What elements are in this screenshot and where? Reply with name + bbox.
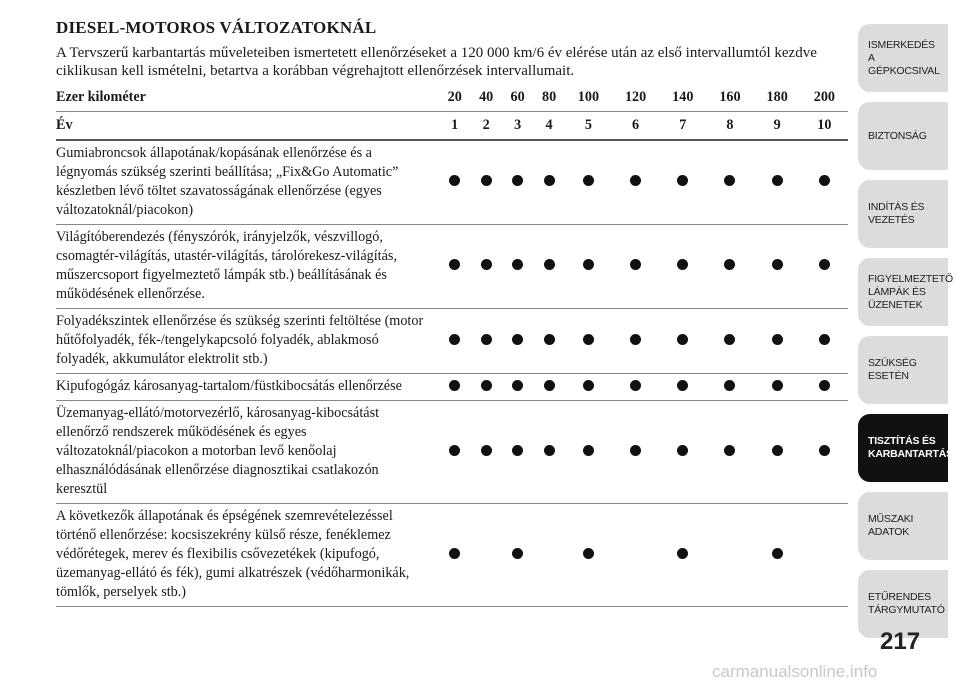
check-dot-icon	[819, 334, 830, 345]
check-dot-icon	[512, 334, 523, 345]
table-row	[56, 374, 848, 401]
check-dot-icon	[544, 259, 555, 270]
km-header-cell: 200	[813, 89, 836, 105]
year-cell: 7	[679, 117, 687, 133]
interval-cell	[502, 401, 533, 504]
check-dot-icon	[449, 259, 460, 270]
chapter-tab[interactable]: SZÜKSÉG ESETÉN	[858, 336, 948, 404]
check-dot-icon	[583, 548, 594, 559]
maintenance-item-label: A következők állapotának és épségének szemrevételezéssel történő ellenőrzése: kocsiszekrény külső része, fenéklemez védőrétegek, merev és flexibilis csővezetékek (kipufogó, üzemanyag-ellátó és fék), gumi alkatrészek (védőharmonikák, tömlők, perselyek stb.)	[56, 508, 410, 600]
maintenance-table	[56, 84, 848, 607]
km-header-cell: 100	[577, 89, 600, 105]
check-dot-icon	[772, 380, 783, 391]
check-dot-icon	[772, 334, 783, 345]
interval-cell	[533, 140, 564, 225]
interval-cell	[706, 401, 753, 504]
interval-cell	[439, 309, 470, 374]
km-header-row	[56, 84, 848, 112]
check-dot-icon	[512, 548, 523, 559]
interval-cell	[754, 140, 801, 225]
interval-cell	[533, 401, 564, 504]
maintenance-item-label: Üzemanyag-ellátó/motorvezérlő, károsanyag-kibocsátást ellenőrző rendszerek működésének és egyes változatoknál/piacokon a motorban levő kenőolaj elhasználódásának ellenőrzése diagnosztikai csatlakozón keresztül	[56, 405, 380, 497]
check-dot-icon	[449, 334, 460, 345]
km-header-cell: 180	[766, 89, 788, 105]
interval-cell	[659, 225, 706, 309]
interval-cell	[754, 504, 801, 607]
check-dot-icon	[819, 259, 830, 270]
check-dot-icon	[819, 380, 830, 391]
interval-cell	[565, 401, 612, 504]
interval-cell	[706, 309, 753, 374]
interval-cell	[533, 374, 564, 401]
maintenance-item-label: Világítóberendezés (fényszórók, irányjelzők, vészvillogó, csomagtér-világítás, utastér-világítás, tárolórekesz-világítás, műszercsoport figyelmeztető lámpák stb.) beállításának és működésének ellenőrzése.	[56, 229, 397, 302]
km-header-cell: 140	[672, 89, 694, 105]
check-dot-icon	[630, 259, 641, 270]
check-dot-icon	[630, 380, 641, 391]
interval-cell	[565, 140, 612, 225]
km-header-cell: 160	[719, 89, 741, 105]
check-dot-icon	[772, 445, 783, 456]
chapter-tab[interactable]: TISZTÍTÁS ÉS KARBANTARTÁS	[858, 414, 948, 482]
check-dot-icon	[481, 259, 492, 270]
interval-cell	[439, 504, 470, 607]
km-header-cell: 60	[510, 89, 525, 105]
interval-cell	[754, 309, 801, 374]
check-dot-icon	[772, 548, 783, 559]
check-dot-icon	[819, 445, 830, 456]
maintenance-item-label: Kipufogógáz károsanyag-tartalom/füstkibocsátás ellenőrzése	[56, 378, 402, 394]
check-dot-icon	[724, 175, 735, 186]
check-dot-icon	[512, 259, 523, 270]
chapter-tab[interactable]: ETŰRENDES TÁRGYMUTATÓ	[858, 570, 948, 638]
km-header-cell: 20	[447, 89, 462, 105]
interval-cell	[533, 504, 564, 607]
chapter-tabs	[858, 0, 960, 686]
check-dot-icon	[544, 380, 555, 391]
interval-cell	[706, 140, 753, 225]
interval-cell	[754, 225, 801, 309]
interval-cell	[565, 225, 612, 309]
check-dot-icon	[512, 380, 523, 391]
chapter-tab[interactable]: BIZTONSÁG	[858, 102, 948, 170]
interval-cell	[439, 374, 470, 401]
interval-cell	[502, 374, 533, 401]
maintenance-item-label: Folyadékszintek ellenőrzése és szükség szerinti feltöltése (motor hűtőfolyadék, fék-/tengelykapcsoló folyadék, ablakmosó folyadék, akkumulátor elektrolit stb.)	[56, 313, 424, 367]
check-dot-icon	[481, 445, 492, 456]
check-dot-icon	[481, 175, 492, 186]
year-cell: 6	[632, 117, 640, 133]
check-dot-icon	[772, 259, 783, 270]
interval-cell	[612, 140, 659, 225]
interval-cell	[502, 140, 533, 225]
interval-cell	[439, 401, 470, 504]
interval-cell	[565, 309, 612, 374]
interval-cell	[470, 374, 501, 401]
interval-cell	[533, 225, 564, 309]
interval-cell	[659, 504, 706, 607]
check-dot-icon	[630, 334, 641, 345]
year-cell: 5	[584, 117, 592, 133]
check-dot-icon	[677, 548, 688, 559]
chapter-tab[interactable]: ISMERKEDÉS A GÉPKOCSIVAL	[858, 24, 948, 92]
maintenance-item-label: Gumiabroncsok állapotának/kopásának ellenőrzése és a légnyomás szükség szerinti beállítása; „Fix&Go Automatic” készletben lévő töltet szavatosságának ellenőrzése (egyes változatoknál/piacokon)	[56, 145, 399, 218]
interval-cell	[533, 309, 564, 374]
interval-cell	[612, 401, 659, 504]
interval-cell	[612, 374, 659, 401]
interval-cell	[470, 401, 501, 504]
check-dot-icon	[481, 380, 492, 391]
interval-cell	[439, 140, 470, 225]
interval-cell	[612, 504, 659, 607]
interval-cell	[659, 309, 706, 374]
interval-cell	[706, 374, 753, 401]
year-cell: 4	[545, 117, 553, 133]
check-dot-icon	[583, 380, 594, 391]
interval-cell	[502, 504, 533, 607]
interval-cell	[439, 225, 470, 309]
check-dot-icon	[677, 380, 688, 391]
km-header-cell: 120	[624, 89, 647, 105]
check-dot-icon	[677, 175, 688, 186]
year-cell: 3	[514, 117, 522, 133]
check-dot-icon	[677, 445, 688, 456]
interval-cell	[706, 225, 753, 309]
interval-cell	[801, 374, 848, 401]
km-header-label: Ezer kilométer	[56, 89, 146, 105]
check-dot-icon	[724, 445, 735, 456]
interval-cell	[659, 401, 706, 504]
chapter-tab[interactable]: FIGYELMEZTETŐ LÁMPÁK ÉS ÜZENETEK	[858, 258, 948, 326]
interval-cell	[706, 504, 753, 607]
check-dot-icon	[449, 175, 460, 186]
check-dot-icon	[583, 445, 594, 456]
check-dot-icon	[449, 380, 460, 391]
check-dot-icon	[819, 175, 830, 186]
check-dot-icon	[583, 259, 594, 270]
check-dot-icon	[512, 445, 523, 456]
km-header-cell: 40	[479, 89, 494, 105]
check-dot-icon	[724, 334, 735, 345]
interval-cell	[659, 140, 706, 225]
chapter-tab[interactable]: MŰSZAKI ADATOK	[858, 492, 948, 560]
check-dot-icon	[512, 175, 523, 186]
interval-cell	[659, 374, 706, 401]
interval-cell	[754, 401, 801, 504]
check-dot-icon	[449, 445, 460, 456]
interval-cell	[801, 309, 848, 374]
check-dot-icon	[583, 334, 594, 345]
interval-cell	[612, 225, 659, 309]
table-row	[56, 225, 848, 309]
interval-cell	[801, 225, 848, 309]
table-row	[56, 309, 848, 374]
table-row	[56, 504, 848, 607]
content	[56, 18, 848, 607]
interval-cell	[565, 374, 612, 401]
check-dot-icon	[677, 334, 688, 345]
intro-paragraph: A Tervszerű karbantartás műveleteiben ismertetett ellenőrzéseket a 120 000 km/6 év elérése után az első intervallumtól kezdve ciklikusan kell ismételni, betartva a korábban végrehajtott ellenőrzések intervallumait.	[56, 45, 817, 79]
interval-cell	[470, 309, 501, 374]
interval-cell	[502, 225, 533, 309]
year-cell: 10	[817, 117, 832, 133]
check-dot-icon	[449, 548, 460, 559]
year-cell: 1	[451, 117, 459, 133]
check-dot-icon	[630, 175, 641, 186]
check-dot-icon	[772, 175, 783, 186]
interval-cell	[612, 309, 659, 374]
interval-cell	[470, 504, 501, 607]
interval-cell	[502, 309, 533, 374]
interval-cell	[565, 504, 612, 607]
check-dot-icon	[630, 445, 641, 456]
year-cell: 9	[773, 117, 781, 133]
check-dot-icon	[583, 175, 594, 186]
interval-cell	[801, 140, 848, 225]
interval-cell	[470, 225, 501, 309]
year-label: Év	[56, 117, 73, 133]
km-header-cell: 80	[541, 89, 557, 105]
chapter-tab[interactable]: INDÍTÁS ÉS VEZETÉS	[858, 180, 948, 248]
page-number: 217	[880, 628, 921, 655]
section-title: DIESEL-MOTOROS VÁLTOZATOKNÁL	[56, 18, 377, 37]
interval-cell	[801, 504, 848, 607]
year-cell: 8	[726, 117, 734, 133]
year-row	[56, 112, 848, 141]
check-dot-icon	[544, 334, 555, 345]
check-dot-icon	[677, 259, 688, 270]
year-cell: 2	[482, 117, 490, 133]
table-row	[56, 401, 848, 504]
check-dot-icon	[544, 175, 555, 186]
interval-cell	[801, 401, 848, 504]
interval-cell	[754, 374, 801, 401]
interval-cell	[470, 140, 501, 225]
table-row	[56, 140, 848, 225]
check-dot-icon	[724, 259, 735, 270]
watermark: carmanualsonline.info	[712, 662, 878, 681]
check-dot-icon	[724, 380, 735, 391]
check-dot-icon	[481, 334, 492, 345]
check-dot-icon	[544, 445, 555, 456]
